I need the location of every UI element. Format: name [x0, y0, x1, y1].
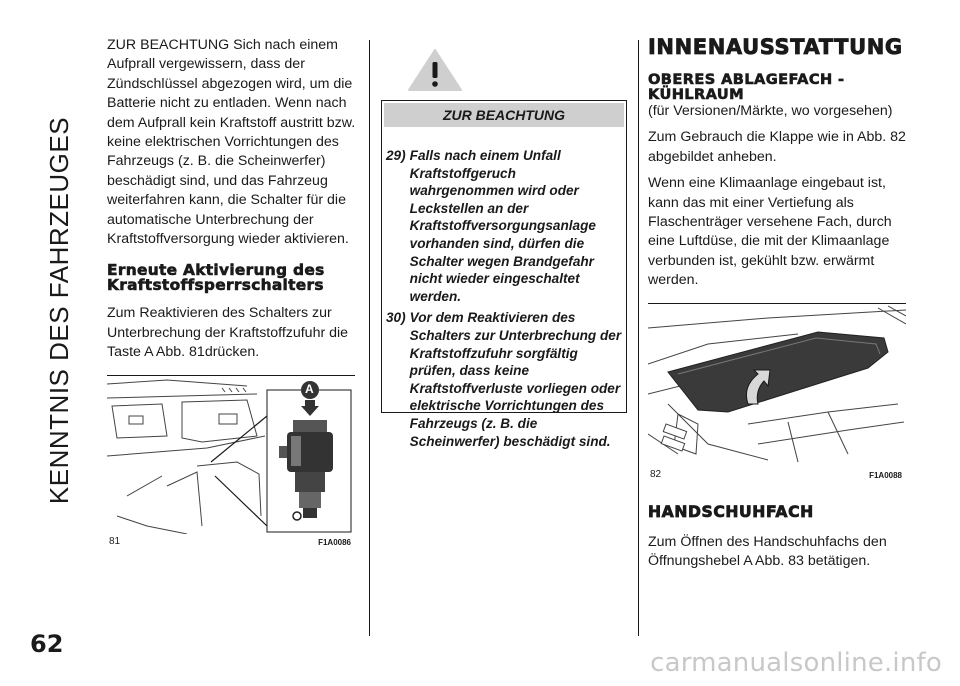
glovebox-paragraph: Zum Öffnen des Handschuhfachs den Öffnungshebel A Abb. 83 betätigen.: [648, 533, 887, 570]
upper-compartment-illustration: [648, 304, 906, 466]
side-title-text: KENNTNIS DES FAHRZEUGES: [44, 116, 75, 504]
section-heading: INNENAUSSTATTUNG: [648, 35, 903, 59]
figure-code: F1A0086: [318, 537, 351, 547]
reactivation-paragraph: Zum Reaktivieren des Schalters zur Unterbrechung der Kraftstoffzufuhr die Taste A Abb. 81drücken.: [107, 305, 349, 361]
column-divider-2: [638, 40, 639, 636]
warning-box: [381, 100, 627, 449]
figure-81: [107, 375, 355, 550]
warning-item: [386, 309, 622, 450]
column-3: [648, 36, 910, 571]
glovebox-heading: HANDSCHUHFACH: [648, 502, 814, 521]
fuel-cutoff-switch-illustration: [107, 376, 355, 534]
figure-number: 81: [109, 535, 121, 547]
warning-item-text: Vor dem Reaktivieren des Schalters zur Unterbrechung der Kraftstoffzufuhr sorgfältig prüfen, dass keine Kraftstoffverluste vorliegen oder elektrische Vorrichtungen des Fahrzeugs (z. B. die Scheinwerfer) beschädigt sind.: [409, 310, 622, 449]
warning-item-number: 29): [386, 148, 406, 163]
availability-note: (für Versionen/Märkte, wo vorgesehen): [648, 103, 893, 119]
warning-item-number: 30): [386, 310, 406, 326]
usage-paragraph: Zum Gebrauch die Klappe wie in Abb. 82 abgebildet anheben.: [648, 129, 906, 165]
callout-a-label: A: [305, 381, 314, 396]
side-section-title: [30, 30, 90, 590]
column-divider-1: [369, 40, 370, 636]
warning-triangle-icon: [405, 46, 465, 94]
figure-code: F1A0088: [869, 470, 902, 480]
warning-title: ZUR BEACHTUNG: [384, 103, 624, 127]
intro-paragraph: ZUR BEACHTUNG Sich nach einem Aufprall vergewissern, dass der Zündschlüssel abgezogen wird, um die Batterie nicht zu entladen. Wenn nach dem Aufprall kein Kraftstoff austritt bzw. keine elektrischen Vorrichtungen des Fahrzeugs (z. B. die Scheinwerfer) beschädigt sind, und das Fahrzeug weiterfahren kann, die Schalter für die automatische Unterbrechung der Kraftstoffversorgung wieder aktivieren.: [107, 37, 356, 248]
warning-list: [382, 127, 626, 450]
figure-number: 82: [650, 468, 662, 480]
climate-paragraph: Wenn eine Klimaanlage eingebaut ist, kann das mit einer Vertiefung als Flaschenträger versehene Fach, durch eine Luftdüse, die mit der Klimaanlage verbunden ist, gekühlt bzw. erwärmt werden.: [648, 175, 892, 289]
reactivation-heading: Erneute Aktivierung des Kraftstoffsperrschalters: [107, 261, 325, 295]
page-number: 62: [30, 630, 64, 658]
figure-82: [648, 303, 906, 483]
warning-item: [386, 147, 622, 305]
warning-item-text: Falls nach einem Unfall Kraftstoffgeruch wahrgenommen wird oder Leckstellen an der Kraftstoffversorgungsanlage vorhanden sind, dürfen die Schalter wegen Brandgefahr nicht wieder eingeschaltet werden.: [409, 148, 596, 304]
subsection-heading: OBERES ABLAGEFACH - KÜHLRAUM: [648, 71, 845, 103]
column-1: [107, 36, 357, 550]
watermark: carmanualsonline.info: [650, 648, 942, 678]
column-2: [381, 46, 627, 94]
